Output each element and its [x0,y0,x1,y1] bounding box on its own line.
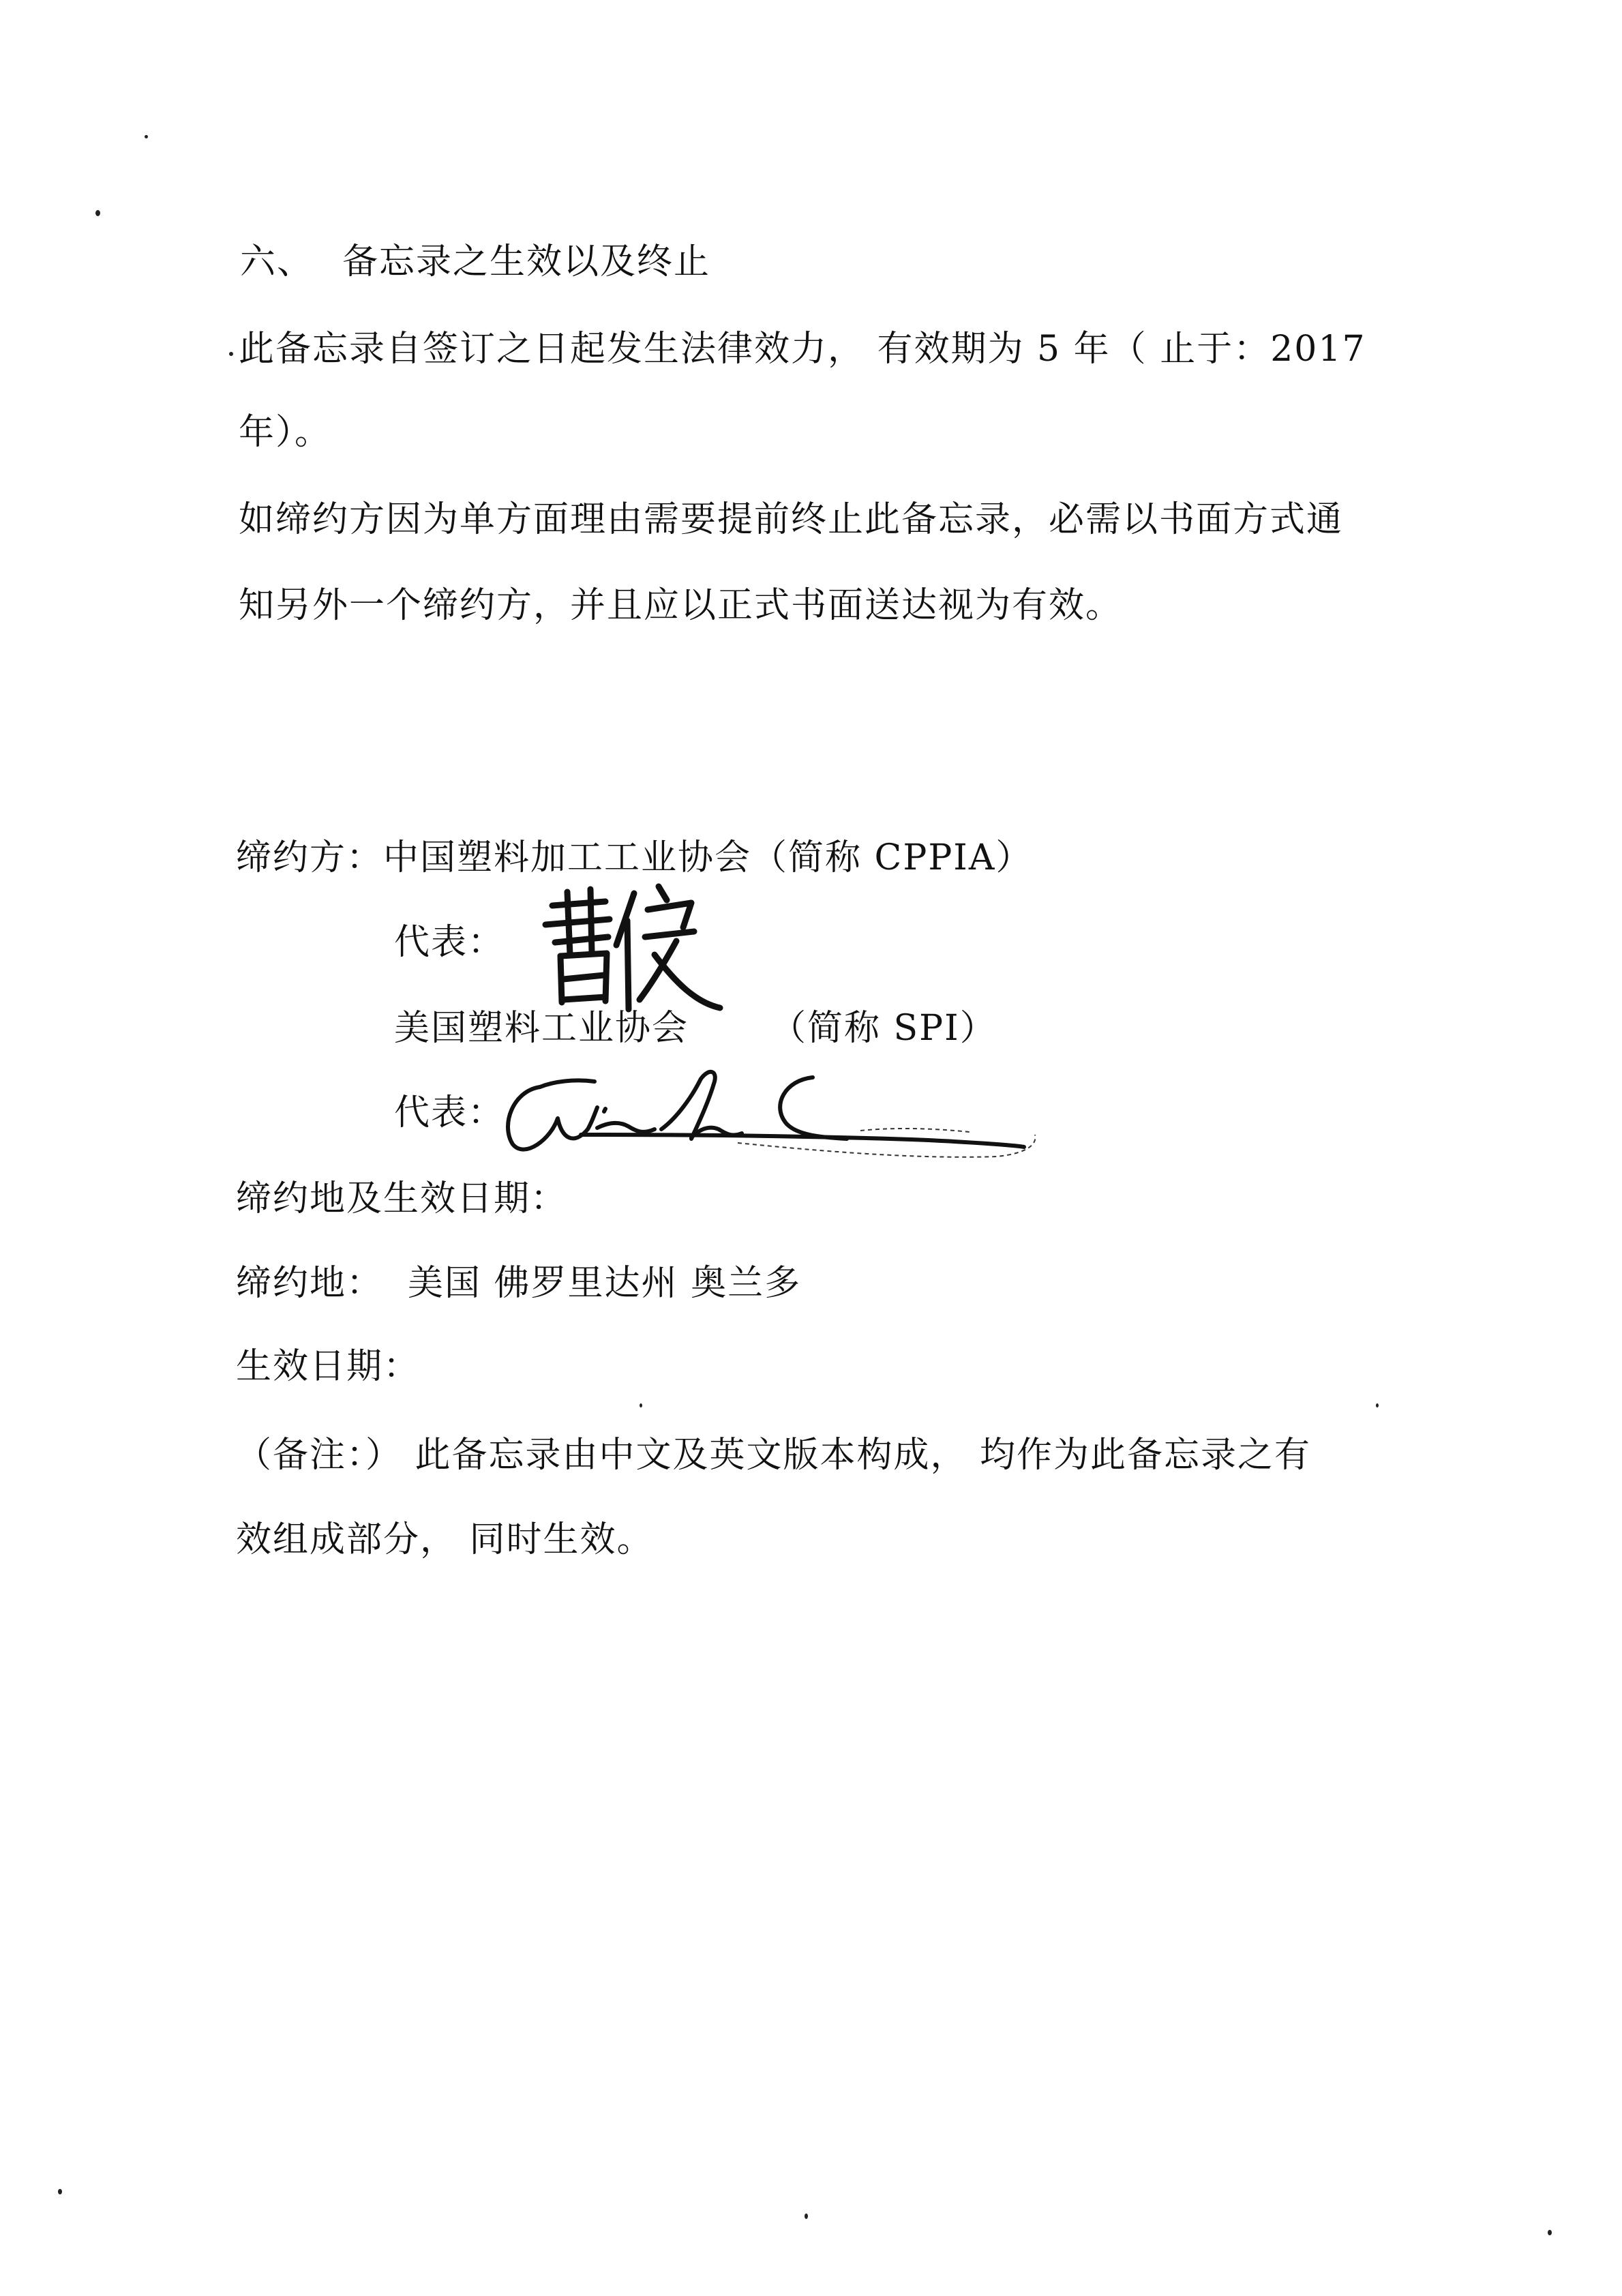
section-heading [240,241,710,282]
party2-abbr: （简称 SPI） [770,1008,997,1049]
scan-speck [640,1403,642,1407]
party2-signature [492,1064,1079,1187]
termination-paragraph-line-1: 如缔约方因为单方面理由需要提前终止此备忘录，必需以书面方式通 [239,499,1344,540]
effect-paragraph-line-1: 此备忘录自签订之日起发生法律效力， 有效期为 5 年（ 止于：2017 [239,329,1366,370]
party2-line [394,1008,997,1049]
party1-name: 中国塑料加工工业协会（简称 CPPIA） [383,837,1033,878]
scan-speck [95,210,100,216]
scan-speck [805,2213,808,2219]
note-line-1: （备注：） 此备忘录由中文及英文版本构成， 均作为此备忘录之有 [236,1435,1312,1476]
party1-rep-label: 代表： [394,922,505,963]
termination-paragraph-line-2: 知另外一个缔约方，并且应以正式书面送达视为有效。 [239,585,1123,626]
scan-speck [1548,2230,1552,2235]
section-title: 备忘录之生效以及终止 [342,241,711,282]
scan-speck [145,135,148,138]
effect-paragraph-line-2: 年）。 [239,412,332,453]
signing-place-line [236,1263,801,1304]
signing-place-value: 美国 佛罗里达州 奥兰多 [408,1263,802,1304]
scan-speck [229,352,233,356]
signing-place-label: 缔约地： [236,1263,384,1304]
parties-line [236,837,1032,878]
scan-speck [1376,1403,1379,1407]
scan-speck [58,2189,62,2194]
effective-date-label: 生效日期： [236,1346,421,1387]
party1-signature [525,880,730,1016]
party2-rep-label: 代表： [394,1092,505,1133]
parties-label: 缔约方： [236,837,384,878]
place-and-date-heading: 缔约地及生效日期： [236,1178,568,1219]
note-line-2: 效组成部分， 同时生效。 [236,1519,654,1560]
party2-name: 美国塑料工业协会 [394,1008,689,1049]
section-number: 六、 [240,241,314,282]
